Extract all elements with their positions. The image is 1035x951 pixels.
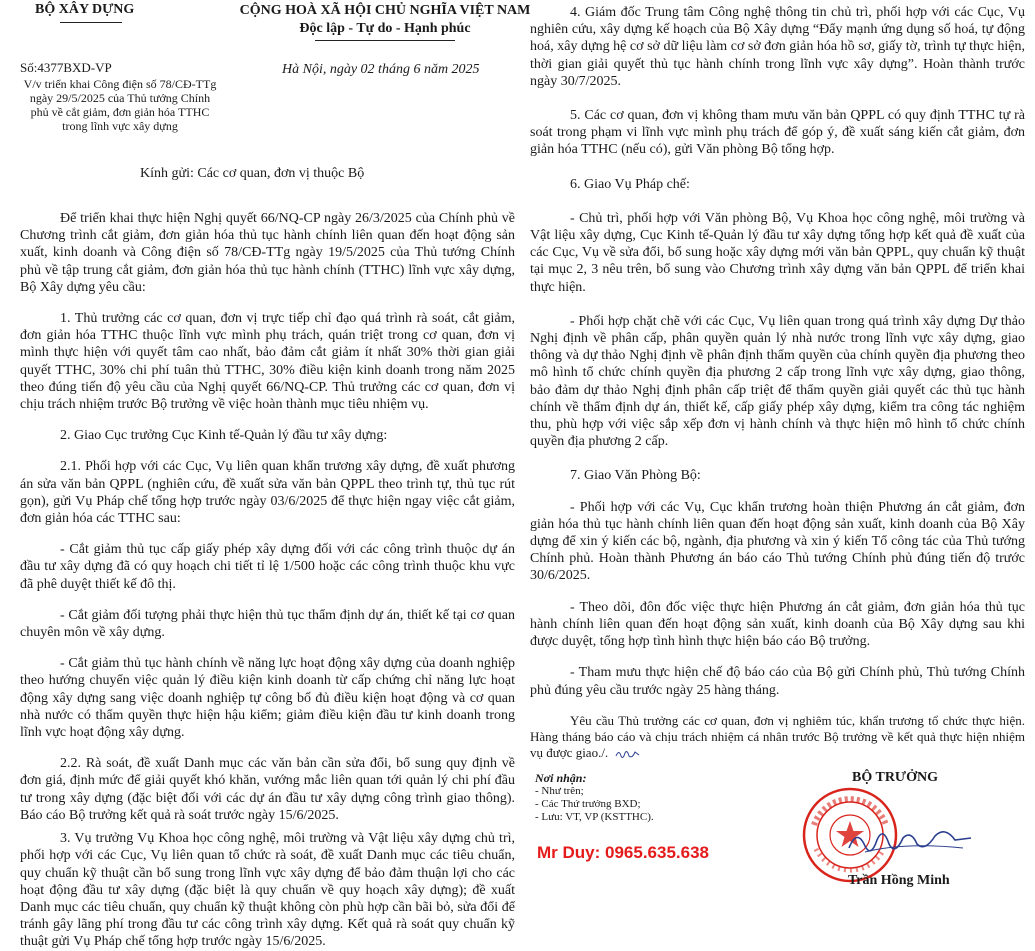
- paragraph: 2. Giao Cục trưởng Cục Kinh tế-Quản lý đầu tư xây dựng:: [60, 428, 388, 444]
- paragraph: 7. Giao Văn Phòng Bộ:: [570, 468, 701, 484]
- national-title: [235, 2, 535, 38]
- initials-mark-icon: [615, 747, 641, 761]
- paragraph: - Chủ trì, phối hợp với Văn phòng Bộ, Vụ Khoa học công nghệ, môi trường và Vật liệu xây dựng, Cục Kinh tế-Quản lý đầu tư xây dựng tổng hợp kết quả đề xuất của các Cục, Vụ về sửa đổi, bổ sung hoặc xây dựng mới văn bản QPPL, quy chuẩn kỹ thuật tại mục 2, 3 nêu trên, bổ sung vào Chương trình xây dựng văn bản QPPL để triển khai thực hiện.: [530, 210, 1025, 295]
- ministry-name: BỘ XÂY DỰNG: [35, 2, 135, 17]
- paragraph: 4. Giám đốc Trung tâm Công nghệ thông tin chủ trì, phối hợp với các Cục, Vụ nghiên cứu, xây dựng kế hoạch của Bộ Xây dựng “Đẩy mạnh ứng dụng số hoá, tự động hoá, xây dựng hệ cơ sở dữ liệu làm cơ sở đơn giản hóa hồ sơ, giấy tờ, trình tự thực hiện, thời gian giải quyết thủ tục hành chính trong lĩnh vực xây dựng”. Hoàn thành trước ngày 30/7/2025.: [530, 5, 1025, 89]
- greeting: Kính gửi: Các cơ quan, đơn vị thuộc Bộ: [140, 166, 365, 181]
- paragraph: - Cắt giảm thủ tục cấp giấy phép xây dựng đối với các công trình thuộc dự án đầu tư xây dựng đã có quy hoạch chi tiết tỉ lệ 1/500 hoặc các công trình thuộc khu vực đã phê duyệt thiết kế đô thị.: [20, 542, 515, 592]
- motto-underline: [315, 40, 455, 41]
- paragraph: - Cắt giảm đối tượng phải thực hiện thủ tục thẩm định dự án, thiết kế tại cơ quan chuyên môn về xây dựng.: [20, 607, 515, 641]
- paragraph: 5. Các cơ quan, đơn vị không tham mưu văn bản QPPL có quy định TTHC tự rà soát trong phạm vi lĩnh vực mình phụ trách để góp ý, đề xuất sáng kiến cắt giảm, đơn giản hóa TTHC (nếu có), gửi Văn phòng Bộ tổng hợp.: [530, 108, 1025, 158]
- motto: Độc lập - Tự do - Hạnh phúc: [299, 21, 471, 36]
- closing-paragraph: [530, 713, 1025, 761]
- handwritten-signature-icon: [845, 822, 975, 862]
- document-subject: V/v triển khai Công điện số 78/CĐ-TTg ngày 29/5/2025 của Thủ tướng Chính phủ về cắt giảm, đơn giản hóa TTHC trong lĩnh vực xây dựng: [23, 77, 217, 133]
- recipient-item: - Các Thứ trưởng BXD;: [535, 798, 641, 810]
- recipients-block: [535, 772, 755, 824]
- signer-name: Trần Hồng Minh: [848, 873, 950, 888]
- recipients-title: Nơi nhận:: [535, 771, 587, 785]
- paragraph: 2.2. Rà soát, đề xuất Danh mục các văn bản cần sửa đổi, bổ sung quy định về đơn giá, định mức để giải quyết khó khăn, vướng mắc liên quan tới quản lý chi phí đầu tư trong xây dựng (đặc biệt đối với các dự án đầu tư xây dựng công trình giao thông). Báo cáo Bộ trưởng kết quả rà soát trước ngày 15/6/2025.: [20, 756, 515, 823]
- paragraph: Để triển khai thực hiện Nghị quyết 66/NQ-CP ngày 26/3/2025 của Chính phủ về Chương trình cắt giảm, đơn giản hóa thủ tục hành chính liên quan đến hoạt động sản xuất, kinh doanh và Công điện số 78/CĐ-TTg ngày 19/5/2025 của Thủ tướng Chính phủ về tập trung cắt giảm, đơn giản hóa thủ tục hành chính (TTHC) lĩnh vực xây dựng, Bộ Xây dựng yêu cầu:: [20, 211, 515, 295]
- right-column-body: [530, 4, 1025, 761]
- recipient-item: - Như trên;: [535, 785, 584, 797]
- paragraph: 6. Giao Vụ Pháp chế:: [570, 176, 690, 192]
- paragraph: 1. Thủ trưởng các cơ quan, đơn vị trực tiếp chỉ đạo quá trình rà soát, cắt giảm, đơn giản hóa TTHC thuộc lĩnh vực mình phụ trách, quán triệt trong cơ quan, đơn vị mình thực hiện với quyết tâm cao nhất, bảo đảm cắt giảm ít nhất 30% thời gian giải quyết TTHC, 30% chi phí tuân thủ TTHC, 30% điều kiện kinh doanh trong năm 2025 theo đúng tiến độ yêu cầu của Nghị quyết 66/NQ-CP. Thủ trưởng các cơ quan, đơn vị chịu trách nhiệm trước Bộ trưởng về việc hoàn thành mục tiêu nhiệm vụ.: [20, 311, 515, 413]
- paragraph: - Cắt giảm thủ tục hành chính về năng lực hoạt động xây dựng của doanh nghiệp theo hướng chuyển việc quản lý điều kiện kinh doanh từ cấp chứng chỉ năng lực hoạt động xây dựng sang việc doanh nghiệp tự công bố đủ điều kiện hoạt động và cơ quan nhà nước có thẩm quyền thực hiện hậu kiểm; giảm điều kiện đầu tư kinh doanh trong lĩnh vực hoạt động xây dựng.: [20, 656, 515, 741]
- paragraph: - Tham mưu thực hiện chế độ báo cáo của Bộ gửi Chính phủ, Thủ tướng Chính phủ đúng yêu cầu trước ngày 25 hàng tháng.: [530, 665, 1025, 698]
- nation-name: CỘNG HOÀ XÃ HỘI CHỦ NGHĨA VIỆT NAM: [239, 3, 531, 18]
- recipient-item: - Lưu: VT, VP (KSTTHC).: [535, 811, 654, 823]
- ministry-underline: [60, 22, 122, 23]
- paragraph: - Theo dõi, đôn đốc việc thực hiện Phương án cắt giảm, đơn giản hóa thủ tục hành chính liên quan đến hoạt động sản xuất, kinh doanh của Bộ Xây dựng sau khi được duyệt, tổng hợp tình hình thực hiện báo cáo Bộ trưởng.: [530, 599, 1025, 650]
- closing-text: Yêu cầu Thủ trưởng các cơ quan, đơn vị nghiêm túc, khẩn trương tổ chức thực hiện. Hàng tháng báo cáo và chịu trách nhiệm cá nhân trước Bộ trưởng về kết quả thực hiện nhiệm vụ được giao./.: [530, 712, 1025, 760]
- signer-title: BỘ TRƯỞNG: [852, 770, 938, 785]
- paragraph: 3. Vụ trưởng Vụ Khoa học công nghệ, môi trường và Vật liệu xây dựng chủ trì, phối hợp với các Cục, Vụ liên quan tổ chức rà soát, đề xuất Danh mục các tiêu chuẩn, quy chuẩn kỹ thuật cần bổ sung trong lĩnh vực xây dựng để bảo đảm thuận lợi cho các hoạt động đầu tư xây dựng (đặc biệt là quy chuẩn về quy hoạch xây dựng); đề xuất Danh mục các tiêu chuẩn, quy chuẩn kỹ thuật không còn phù hợp cần bãi bỏ, sửa đổi để tránh gây lãng phí trong đầu tư các công trình xây dựng. Kết quả rà soát quy chuẩn kỹ thuật gửi Vụ Pháp chế tổng hợp trước ngày 15/6/2025.: [20, 831, 515, 950]
- document-date: Hà Nội, ngày 02 tháng 6 năm 2025: [282, 62, 480, 77]
- paragraph: 2.1. Phối hợp với các Cục, Vụ liên quan khẩn trương xây dựng, đề xuất phương án sửa văn bản QPPL (nghiên cứu, đề xuất sửa văn bản QPPL theo trình tự, thủ tục rút gọn), gửi Vụ Pháp chế tổng hợp trước ngày 03/6/2025 để thực hiện ngay việc cắt giảm, đơn giản hóa các TTHC sau:: [20, 459, 515, 527]
- paragraph: - Phối hợp với các Vụ, Cục khẩn trương hoàn thiện Phương án cắt giảm, đơn giản hóa thủ tục hành chính liên quan đến hoạt động sản xuất, kinh doanh của Bộ Xây dựng để xin ý kiến các bộ, ngành, địa phương và xin ý kiến Tổ công tác của Thủ tướng Chính phủ. Hoàn thành Phương án báo cáo Thủ tướng Chính phủ đúng tiến độ trước 30/6/2025.: [530, 499, 1025, 584]
- left-column-body: [20, 210, 515, 951]
- contact-overlay: Mr Duy: 0965.635.638: [537, 843, 709, 862]
- document-number: Số:4377BXD-VP: [20, 60, 112, 75]
- paragraph: - Phối hợp chặt chẽ với các Cục, Vụ liên quan trong quá trình xây dựng Dự thảo Nghị định về phân cấp, phân quyền quản lý nhà nước trong lĩnh vực xây dựng, giao thông và dự thảo Nghị định về phân định thẩm quyền của chính quyền địa phương theo mô hình tổ chức chính quyền địa phương 2 cấp trong lĩnh vực xây dựng, giao thông, bảo đảm dự thảo Nghị định phân cấp triệt để thẩm quyền giải quyết các thủ tục hành chính về thẩm định dự án, thiết kế, cấp giấy phép xây dựng, kiểm tra công tác nghiệm thu, phù hợp với việc sắp xếp đơn vị hành chính và thực hiện mô hình tổ chức chính quyền địa phương 2 cấp.: [530, 313, 1025, 450]
